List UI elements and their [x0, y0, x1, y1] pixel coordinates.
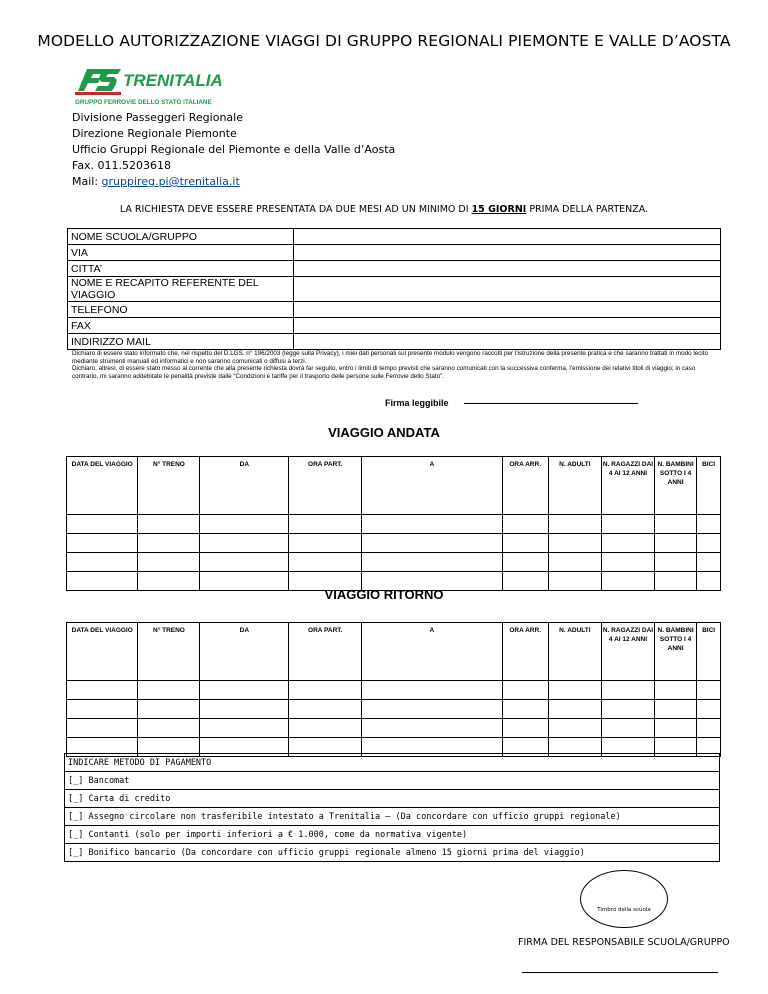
cell[interactable]: [601, 719, 654, 738]
cell[interactable]: [502, 719, 548, 738]
col-header: DA: [200, 457, 289, 515]
cell[interactable]: [697, 681, 721, 700]
col-header: N. BAMBINI SOTTO I 4 ANNI: [654, 457, 696, 515]
cell[interactable]: [697, 515, 721, 534]
ritorno-header-row: [67, 623, 721, 681]
notice-after: PRIMA DELLA PARTENZA.: [526, 204, 649, 215]
info-label: INDIRIZZO MAIL: [68, 334, 294, 350]
mail-link[interactable]: gruppireg.pi@trenitalia.it: [101, 175, 240, 188]
cell[interactable]: [548, 515, 601, 534]
cell[interactable]: [67, 553, 138, 572]
cell[interactable]: [289, 719, 362, 738]
address-line: Ufficio Gruppi Regionale del Piemonte e della Valle d’Aosta: [72, 143, 396, 156]
info-row: [68, 229, 721, 245]
ritorno-row: [67, 681, 721, 700]
info-label: TELEFONO: [68, 302, 294, 318]
privacy-statement: [72, 350, 720, 380]
info-label: FAX: [68, 318, 294, 334]
info-label: VIA: [68, 245, 294, 261]
cell[interactable]: [67, 719, 138, 738]
cell[interactable]: [138, 719, 200, 738]
privacy-paragraph: Dichiaro di essere stato informato che, nel rispetto del D.LGS. n° 196/2003 (legge sulla Privacy), i miei dati personali sul presente modulo vengono raccolti per l’istruzione della presente pratica e che saranno trattati in modo lecito mediante strumenti manuali ed informatici e non saranno comunicati o diffusi a terzi.: [72, 350, 709, 365]
payment-option-row: [65, 790, 720, 808]
cell[interactable]: [654, 681, 696, 700]
cell[interactable]: [654, 534, 696, 553]
info-value-field[interactable]: [294, 302, 721, 318]
cell[interactable]: [289, 534, 362, 553]
trenitalia-logo: [75, 63, 245, 107]
ritorno-row: [67, 719, 721, 738]
payment-option-row: [65, 844, 720, 862]
andata-row: [67, 515, 721, 534]
cell[interactable]: [654, 515, 696, 534]
payment-option-carta[interactable]: [_] Carta di credito: [65, 790, 720, 808]
cell[interactable]: [697, 534, 721, 553]
col-header: DATA DEL VIAGGIO: [67, 623, 138, 681]
col-header: ORA ARR.: [502, 457, 548, 515]
cell[interactable]: [362, 700, 502, 719]
cell[interactable]: [697, 719, 721, 738]
cell[interactable]: [502, 681, 548, 700]
info-value-field[interactable]: [294, 277, 721, 302]
info-label: NOME SCUOLA/GRUPPO: [68, 229, 294, 245]
cell[interactable]: [362, 681, 502, 700]
cell[interactable]: [697, 553, 721, 572]
cell[interactable]: [67, 700, 138, 719]
cell[interactable]: [138, 700, 200, 719]
privacy-paragraph: Dichiaro, altresì, di essere stato messo al corrente che alla presente richiesta dovrà far seguito, entro i limiti di tempo previsti che saranno comunicati con la successiva conferma, l’emissione dei relativi titoli di viaggio; in caso contrario, mi saranno addebitate le penalità previste dalle “Condizioni e tariffe per il trasporto delle persone sulle Ferrovie dello Stato”.: [72, 365, 696, 380]
info-value-field[interactable]: [294, 334, 721, 350]
fs-logo-icon: [75, 63, 245, 107]
payment-option-assegno[interactable]: [_] Assegno circolare non trasferibile intestato a Trenitalia – (Da concordare con ufficio gruppi regionale): [65, 808, 720, 826]
mail-label: Mail:: [72, 175, 102, 188]
payment-option-bancomat[interactable]: [_] Bancomat: [65, 772, 720, 790]
col-header: A: [362, 623, 502, 681]
info-value-field[interactable]: [294, 261, 721, 277]
cell[interactable]: [200, 700, 289, 719]
cell[interactable]: [138, 681, 200, 700]
cell[interactable]: [654, 719, 696, 738]
ritorno-title: VIAGGIO RITORNO: [324, 587, 444, 602]
andata-row: [67, 553, 721, 572]
cell[interactable]: [502, 515, 548, 534]
col-header: DATA DEL VIAGGIO: [67, 457, 138, 515]
cell[interactable]: [601, 553, 654, 572]
col-header: ORA PART.: [289, 457, 362, 515]
firma-signature-line[interactable]: [464, 403, 638, 404]
col-header: N° TRENO: [138, 457, 200, 515]
col-header: N. RAGAZZI DAI 4 AI 12 ANNI: [601, 457, 654, 515]
mail-line: [72, 175, 240, 188]
payment-option-bonifico[interactable]: [_] Bonifico bancario (Da concordare con ufficio gruppi regionale almeno 15 giorni prima del viaggio): [65, 844, 720, 862]
cell[interactable]: [200, 553, 289, 572]
notice-text: [0, 204, 768, 215]
cell[interactable]: [601, 515, 654, 534]
cell[interactable]: [601, 534, 654, 553]
ritorno-table: [66, 622, 721, 757]
payment-title: INDICARE METODO DI PAGAMENTO: [65, 754, 720, 772]
cell[interactable]: [362, 515, 502, 534]
cell[interactable]: [502, 553, 548, 572]
andata-title: VIAGGIO ANDATA: [328, 425, 440, 440]
cell[interactable]: [502, 700, 548, 719]
col-header: N° TRENO: [138, 623, 200, 681]
info-row: [68, 302, 721, 318]
cell[interactable]: [67, 681, 138, 700]
cell[interactable]: [67, 534, 138, 553]
cell[interactable]: [289, 700, 362, 719]
logo-subtitle-text: GRUPPO FERROVIE DELLO STATO ITALIANE: [75, 99, 212, 106]
cell[interactable]: [548, 553, 601, 572]
col-header: N. RAGAZZI DAI 4 AI 12 ANNI: [601, 623, 654, 681]
address-line: Divisione Passeggeri Regionale: [72, 111, 243, 124]
payment-title-row: [65, 754, 720, 772]
cell[interactable]: [289, 515, 362, 534]
cell[interactable]: [138, 534, 200, 553]
cell[interactable]: [548, 681, 601, 700]
cell[interactable]: [289, 681, 362, 700]
cell[interactable]: [362, 534, 502, 553]
info-label: CITTA’: [68, 261, 294, 277]
info-table: [67, 228, 721, 350]
payment-option-contanti[interactable]: [_] Contanti (solo per importi inferiori a € 1.000, come da normativa vigente): [65, 826, 720, 844]
info-value-field[interactable]: [294, 229, 721, 245]
firma-label: Firma leggibile: [385, 398, 449, 408]
payment-option-row: [65, 826, 720, 844]
col-header: N. ADULTI: [548, 457, 601, 515]
signature-label: FIRMA DEL RESPONSABILE SCUOLA/GRUPPO: [518, 937, 730, 948]
info-row: [68, 277, 721, 302]
cell[interactable]: [548, 700, 601, 719]
school-stamp-circle: [580, 870, 668, 928]
col-header: N. BAMBINI SOTTO I 4 ANNI: [654, 623, 696, 681]
ritorno-row: [67, 700, 721, 719]
col-header: BICI: [697, 457, 721, 515]
signature-line[interactable]: [522, 972, 718, 973]
col-header: ORA ARR.: [502, 623, 548, 681]
payment-table: [64, 753, 720, 862]
cell[interactable]: [601, 700, 654, 719]
cell[interactable]: [138, 515, 200, 534]
cell[interactable]: [362, 719, 502, 738]
stamp-label: Timbro della scuola: [597, 907, 651, 913]
cell[interactable]: [548, 534, 601, 553]
cell[interactable]: [289, 553, 362, 572]
payment-option-row: [65, 808, 720, 826]
notice-bold: 15 GIORNI: [471, 204, 527, 215]
cell[interactable]: [601, 681, 654, 700]
cell[interactable]: [138, 553, 200, 572]
cell[interactable]: [697, 700, 721, 719]
cell[interactable]: [548, 719, 601, 738]
info-label: NOME E RECAPITO REFERENTE DEL VIAGGIO: [68, 277, 294, 302]
cell[interactable]: [200, 719, 289, 738]
andata-table: [66, 456, 721, 591]
cell[interactable]: [200, 681, 289, 700]
address-line: Direzione Regionale Piemonte: [72, 127, 237, 140]
cell[interactable]: [200, 515, 289, 534]
info-row: [68, 245, 721, 261]
info-row: [68, 334, 721, 350]
col-header: BICI: [697, 623, 721, 681]
info-row: [68, 261, 721, 277]
col-header: DA: [200, 623, 289, 681]
col-header: N. ADULTI: [548, 623, 601, 681]
payment-option-row: [65, 772, 720, 790]
col-header: ORA PART.: [289, 623, 362, 681]
cell[interactable]: [67, 515, 138, 534]
cell[interactable]: [654, 553, 696, 572]
col-header: A: [362, 457, 502, 515]
andata-header-row: [67, 457, 721, 515]
andata-row: [67, 534, 721, 553]
info-value-field[interactable]: [294, 245, 721, 261]
info-row: [68, 318, 721, 334]
cell[interactable]: [502, 534, 548, 553]
cell[interactable]: [654, 700, 696, 719]
notice-before: LA RICHIESTA DEVE ESSERE PRESENTATA DA DUE MESI AD UN MINIMO DI: [119, 204, 472, 215]
info-value-field[interactable]: [294, 318, 721, 334]
logo-brand-text: TRENITALIA: [123, 71, 223, 90]
fax-line: Fax. 011.5203618: [72, 159, 172, 172]
cell[interactable]: [200, 534, 289, 553]
cell[interactable]: [362, 553, 502, 572]
document-title: MODELLO AUTORIZZAZIONE VIAGGI DI GRUPPO REGIONALI PIEMONTE E VALLE D’AOSTA: [37, 32, 731, 50]
